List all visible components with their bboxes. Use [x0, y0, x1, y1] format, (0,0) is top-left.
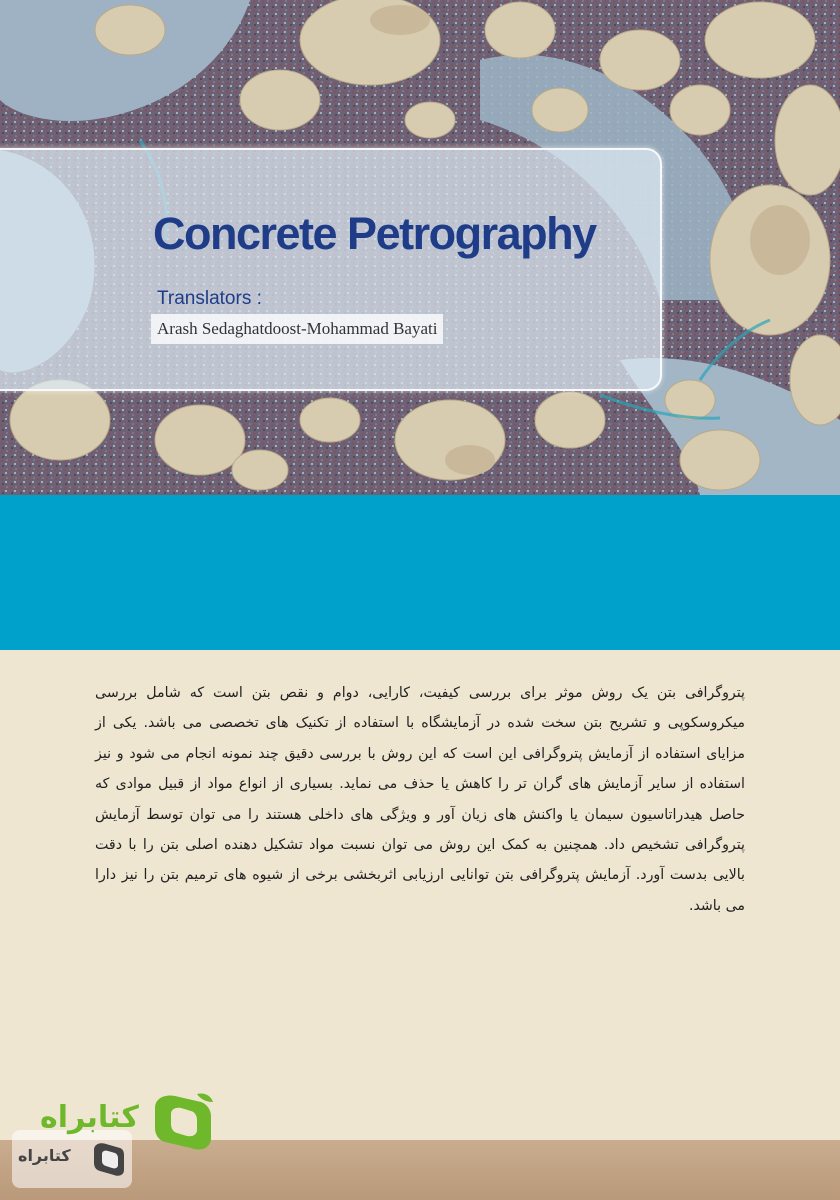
translators-names: Arash Sedaghatdoost-Mohammad Bayati [151, 314, 443, 344]
logo-text: کتابراه [40, 1100, 139, 1135]
translators-label: Translators : [157, 288, 262, 309]
book-description: پتروگرافی بتن یک روش موثر برای بررسی کیفیت، کارایی، دوام و نقص بتن است که شامل بررسی میکروسکوپی و تشریح بتن سخت شده در آزمایشگاه با استفاده از تکنیک های تخصصی می باشد. یکی از مزایای استفاده از آزمایش پتروگرافی این است که این روش با بررسی دقیق چند نمونه انجام می شود و نیز استفاده از سایر آزمایش های گران تر را کاهش یا حذف می نماید. بسیاری از انواع مواد از قبیل موادی که حاصل هیدراتاسیون سیمان یا واکنش های زیان آور و ویژگی های داخلی هستند را می توان توسط آزمایش پتروگرافی تشخیص داد. همچنین به کمک این روش می توان نسبت مواد تشکیل دهنده اصلی بتن را با دقت بالایی بدست آورد. آزمایش پتروگرافی بتن توانایی ارزیابی اثربخشی برخی از شیوه های ترمیم بتن را نیز دارا می باشد. [95, 685, 745, 914]
book-leaf-icon [147, 1090, 215, 1152]
watermark-text: کتابراه [18, 1146, 71, 1165]
title-card [0, 148, 662, 391]
kitabrah-logo[interactable] [40, 1090, 215, 1150]
book-title: Concrete Petrography [153, 208, 596, 259]
cyan-band [0, 495, 840, 650]
